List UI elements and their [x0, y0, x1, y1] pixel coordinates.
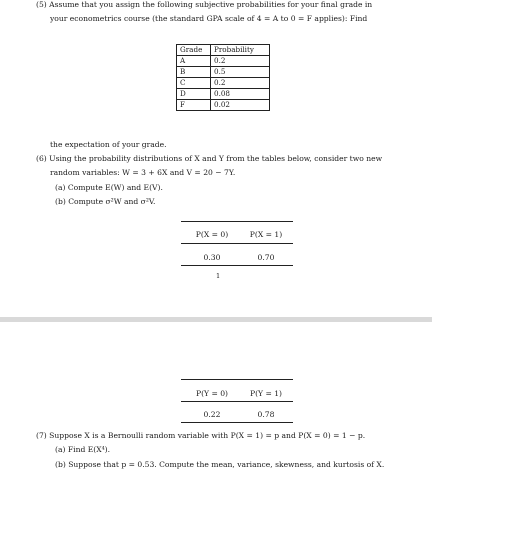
table-x-value-1: 0.70: [257, 253, 275, 262]
page-number: 1: [216, 272, 221, 280]
table-y-header-0: P(Y = 0): [195, 389, 229, 398]
table-y-value-1: 0.78: [257, 410, 275, 419]
probability-cell: 0.2: [211, 78, 270, 89]
table-x-top-rule: [181, 221, 293, 222]
q7-part-a: (a) Find E(X⁴).: [55, 445, 111, 454]
table-x-header-1: P(X = 1): [249, 230, 283, 239]
q6-part-a: (a) Compute E(W) and E(V).: [55, 183, 163, 192]
table-y-mid-rule: [181, 401, 293, 402]
table-y-bottom-rule: [181, 422, 293, 423]
grade-cell: B: [177, 67, 211, 78]
q5-line-2: your econometrics course (the standard GPA scale of 4 = A to 0 = F applies): Find: [50, 14, 368, 23]
q7-line-1: (7) Suppose X is a Bernoulli random variable with P(X = 1) = p and P(X = 0) = 1 − p.: [36, 431, 366, 440]
probability-cell: 0.08: [211, 89, 270, 100]
table-x-header-0: P(X = 0): [195, 230, 229, 239]
q6-part-b: (b) Compute σ²W and σ²V.: [55, 197, 156, 206]
table-y-header-1: P(Y = 1): [249, 389, 283, 398]
table-y-top-rule: [181, 379, 293, 380]
grade-cell: A: [177, 56, 211, 67]
q5-after-text: the expectation of your grade.: [50, 140, 167, 149]
table-row: [177, 100, 270, 111]
table-row: [177, 89, 270, 100]
grade-cell: D: [177, 89, 211, 100]
probability-header: Probability: [211, 45, 270, 56]
table-x-mid-rule: [181, 243, 293, 244]
grade-header: Grade: [177, 45, 211, 56]
table-row: [177, 78, 270, 89]
table-row: [177, 56, 270, 67]
q6-line-2: random variables: W = 3 + 6X and V = 20 − 7Y.: [50, 168, 236, 177]
table-y-value-0: 0.22: [203, 410, 221, 419]
q6-line-1: (6) Using the probability distributions of X and Y from the tables below, consider two new: [36, 154, 383, 163]
page-divider: [0, 317, 432, 322]
q7-part-b: (b) Suppose that p = 0.53. Compute the mean, variance, skewness, and kurtosis of X.: [55, 460, 385, 469]
grade-probability-table: [176, 44, 270, 111]
table-row: [177, 67, 270, 78]
probability-cell: 0.5: [211, 67, 270, 78]
grade-cell: F: [177, 100, 211, 111]
probability-cell: 0.2: [211, 56, 270, 67]
grade-cell: C: [177, 78, 211, 89]
table-x-value-0: 0.30: [203, 253, 221, 262]
probability-cell: 0.02: [211, 100, 270, 111]
q5-line-1: (5) Assume that you assign the following subjective probabilities for your final grade in: [36, 0, 373, 9]
table-x-bottom-rule: [181, 265, 293, 266]
